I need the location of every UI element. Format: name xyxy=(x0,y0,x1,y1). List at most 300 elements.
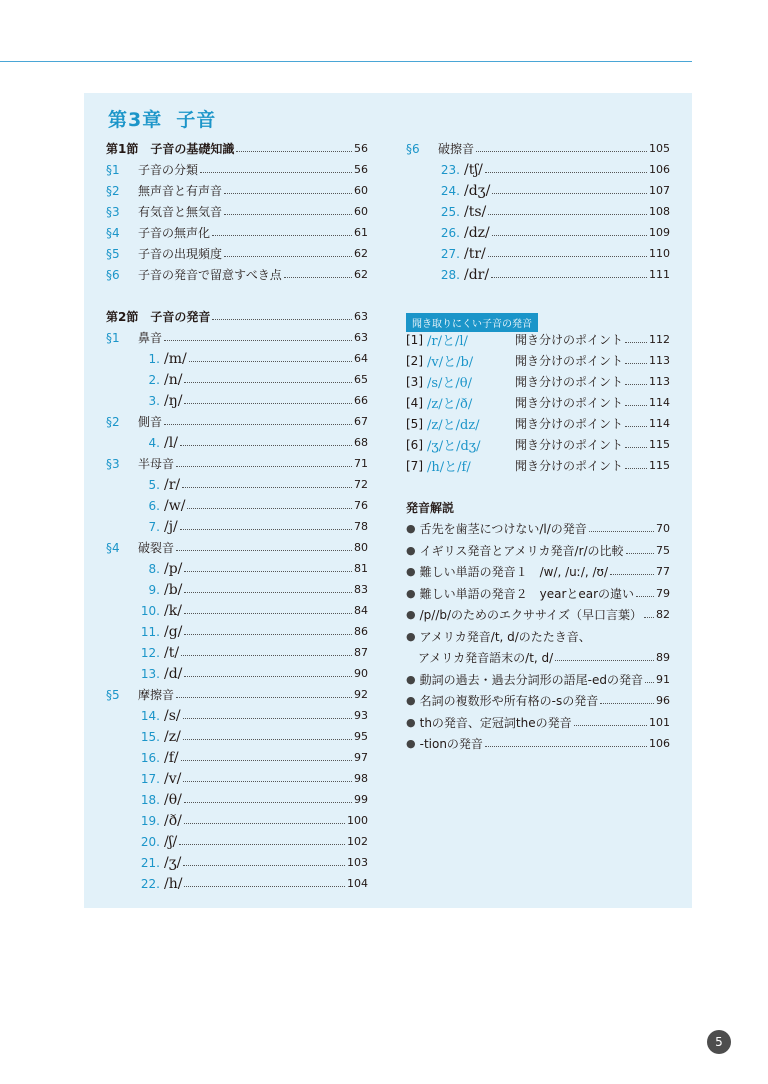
bullet-icon: ● xyxy=(406,694,416,707)
bullet-icon: ● xyxy=(406,672,416,686)
leader-dots xyxy=(625,468,647,469)
leader-dots xyxy=(189,361,352,362)
pair-symbols: /h/と/f/ xyxy=(427,460,471,475)
toc-row xyxy=(106,516,368,537)
page-ref: 68 xyxy=(354,436,368,449)
note-label: 動詞の過去・過去分詞形の語尾-edの発音 xyxy=(419,672,643,687)
item-number: 25. xyxy=(440,204,460,219)
toc-row xyxy=(106,453,368,474)
page-ref: 60 xyxy=(354,205,368,218)
toc-row xyxy=(106,306,368,327)
ipa-symbol: /s/ xyxy=(164,707,181,724)
page-ref: 100 xyxy=(347,814,368,827)
leader-dots xyxy=(181,655,352,656)
page-ref: 70 xyxy=(656,522,670,535)
leader-dots xyxy=(625,447,647,448)
leader-dots xyxy=(183,865,345,866)
note-row xyxy=(406,604,670,625)
section-label: 子音の無声化 xyxy=(138,226,211,240)
leader-dots xyxy=(187,508,352,509)
toc-row xyxy=(406,243,670,264)
leader-dots xyxy=(212,319,352,320)
top-rule xyxy=(0,61,692,62)
item-number: 9. xyxy=(148,582,160,597)
page-ref: 60 xyxy=(354,184,368,197)
pair-symbols: /r/と/l/ xyxy=(427,334,468,349)
page-ref: 114 xyxy=(649,396,670,409)
leader-dots xyxy=(184,592,352,593)
page-ref: 80 xyxy=(354,541,368,554)
page-ref: 82 xyxy=(656,608,670,621)
section-label: 半母音 xyxy=(138,457,175,471)
pair-tag: [3] xyxy=(406,374,423,389)
toc-row xyxy=(106,768,368,789)
leader-dots xyxy=(180,529,352,530)
toc-row xyxy=(106,537,368,558)
bullet-icon: ● xyxy=(406,608,416,621)
section-number: §2 xyxy=(106,183,120,198)
note-label: 名詞の複数形や所有格の-sの発音 xyxy=(419,694,599,708)
ipa-symbol: /t/ xyxy=(164,644,180,661)
ipa-symbol: /ts/ xyxy=(464,203,487,220)
toc-row xyxy=(406,264,670,285)
section-number: §1 xyxy=(106,162,120,177)
section-heading: 第2節 子音の発音 xyxy=(106,310,211,324)
page-ref: 103 xyxy=(347,856,368,869)
note-row xyxy=(406,712,670,733)
toc-row xyxy=(106,726,368,747)
item-number: 18. xyxy=(140,792,160,807)
toc-row xyxy=(106,390,368,411)
ipa-symbol: /ð/ xyxy=(164,812,182,829)
leader-dots xyxy=(625,405,647,406)
page-ref: 105 xyxy=(649,142,670,155)
page-ref: 76 xyxy=(354,499,368,512)
item-number: 19. xyxy=(140,813,160,828)
page-ref: 61 xyxy=(354,226,368,239)
leader-dots xyxy=(589,531,654,532)
toc-row xyxy=(106,369,368,390)
leader-dots xyxy=(224,256,352,257)
note-row xyxy=(406,626,670,647)
item-number: 15. xyxy=(140,729,160,744)
toc-row xyxy=(106,348,368,369)
leader-dots xyxy=(184,823,345,824)
note-label: アメリカ発音語末の/t, d/ xyxy=(418,651,554,665)
section-number: §1 xyxy=(106,330,120,345)
page-ref: 89 xyxy=(656,651,670,664)
page-ref: 65 xyxy=(354,373,368,386)
note-row xyxy=(406,690,670,711)
leader-dots xyxy=(574,725,647,726)
page-ref: 56 xyxy=(354,142,368,155)
item-number: 3. xyxy=(148,393,160,408)
note-label: /p//b/のためのエクササイズ（早口言葉） xyxy=(419,608,643,622)
leader-dots xyxy=(224,214,352,215)
pair-label: 聞き分けのポイント xyxy=(515,354,624,368)
toc-row xyxy=(106,852,368,873)
item-number: 11. xyxy=(140,624,160,639)
note-row xyxy=(406,540,670,561)
bullet-icon: ● xyxy=(406,543,416,557)
page-ref: 114 xyxy=(649,417,670,430)
page-ref: 83 xyxy=(354,583,368,596)
toc-row xyxy=(106,327,368,348)
leader-dots xyxy=(600,703,654,704)
item-number: 10. xyxy=(140,603,160,618)
leader-dots xyxy=(555,660,654,661)
page-ref: 113 xyxy=(649,354,670,367)
note-label: 難しい単語の発音１ /w/, /uː/, /ʊ/ xyxy=(419,565,609,579)
toc-row xyxy=(106,831,368,852)
section-label: 摩擦音 xyxy=(138,688,175,702)
page-ref: 115 xyxy=(649,438,670,451)
pair-row xyxy=(406,455,670,476)
page-ref: 66 xyxy=(354,394,368,407)
page-ref: 86 xyxy=(354,625,368,638)
page-ref: 112 xyxy=(649,333,670,346)
section-label: 子音の出現頻度 xyxy=(138,247,223,261)
page-ref: 113 xyxy=(649,375,670,388)
item-number: 5. xyxy=(148,477,160,492)
leader-dots xyxy=(626,553,654,554)
page-ref: 62 xyxy=(354,268,368,281)
ipa-symbol: /dz/ xyxy=(464,224,490,241)
note-row xyxy=(406,561,670,582)
pair-label: 聞き分けのポイント xyxy=(515,396,624,410)
pair-label: 聞き分けのポイント xyxy=(515,438,624,452)
bullet-icon: ● xyxy=(406,565,416,578)
ipa-symbol: /p/ xyxy=(164,560,183,577)
toc-row xyxy=(406,180,670,201)
page-ref: 102 xyxy=(347,835,368,848)
page-ref: 78 xyxy=(354,520,368,533)
page-ref: 101 xyxy=(649,715,670,729)
pair-tag: [6] xyxy=(406,437,423,452)
leader-dots xyxy=(645,682,654,683)
ipa-symbol: /w/ xyxy=(164,497,186,514)
toc-row xyxy=(406,159,670,180)
leader-dots xyxy=(224,193,352,194)
page-ref: 63 xyxy=(354,310,368,323)
leader-dots xyxy=(625,342,647,343)
pair-tag: [1] xyxy=(406,332,423,347)
page-ref: 63 xyxy=(354,331,368,344)
note-row xyxy=(406,583,670,604)
page-ref: 64 xyxy=(354,352,368,365)
leader-dots xyxy=(184,382,352,383)
leader-dots xyxy=(200,172,352,173)
section-number: §5 xyxy=(106,246,120,261)
leader-dots xyxy=(180,445,352,446)
ipa-symbol: /j/ xyxy=(164,518,178,535)
page-ref: 115 xyxy=(649,459,670,472)
leader-dots xyxy=(184,571,352,572)
item-number: 26. xyxy=(440,225,460,240)
toc-row xyxy=(106,600,368,621)
leader-dots xyxy=(625,363,647,364)
item-number: 24. xyxy=(440,183,460,198)
item-number: 1. xyxy=(148,351,160,366)
ipa-symbol: /g/ xyxy=(164,623,183,640)
ipa-symbol: /f/ xyxy=(164,749,179,766)
toc-row xyxy=(106,411,368,432)
toc-row xyxy=(106,663,368,684)
section-heading: 第1節 子音の基礎知識 xyxy=(106,142,235,156)
section-number: §5 xyxy=(106,687,120,702)
item-number: 17. xyxy=(140,771,160,786)
page-ref: 81 xyxy=(354,562,368,575)
note-row xyxy=(406,733,670,754)
page-ref: 84 xyxy=(354,604,368,617)
toc-row xyxy=(106,558,368,579)
toc-row xyxy=(106,873,368,894)
item-number: 23. xyxy=(440,162,460,177)
toc-row xyxy=(106,432,368,453)
item-number: 13. xyxy=(140,666,160,681)
note-row xyxy=(406,518,670,539)
page-ref: 96 xyxy=(656,694,670,707)
leader-dots xyxy=(182,487,352,488)
section-number: §6 xyxy=(406,141,420,156)
leader-dots xyxy=(183,718,352,719)
pair-symbols: /s/と/θ/ xyxy=(427,376,473,391)
leader-dots xyxy=(184,886,345,887)
ipa-symbol: /ʃ/ xyxy=(164,833,178,850)
chapter-name: 子音 xyxy=(176,109,217,131)
leader-dots xyxy=(184,634,352,635)
leader-dots xyxy=(179,844,345,845)
leader-dots xyxy=(625,384,647,385)
leader-dots xyxy=(183,739,352,740)
ipa-symbol: /r/ xyxy=(164,476,181,493)
leader-dots xyxy=(485,746,647,747)
ipa-symbol: /v/ xyxy=(164,770,182,787)
toc-row xyxy=(106,684,368,705)
ipa-symbol: /z/ xyxy=(164,728,181,745)
leader-dots xyxy=(625,426,647,427)
item-number: 27. xyxy=(440,246,460,261)
page-ref: 71 xyxy=(354,457,368,470)
section-number: §4 xyxy=(106,540,120,555)
toc-row xyxy=(106,264,368,285)
pair-row xyxy=(406,350,670,371)
leader-dots xyxy=(236,151,352,152)
leader-dots xyxy=(184,613,352,614)
note-label: 難しい単語の発音２ yearとearの違い xyxy=(419,586,635,601)
section-label: 有気音と無気音 xyxy=(138,205,223,219)
toc-row xyxy=(106,810,368,831)
page-ref: 110 xyxy=(649,247,670,260)
leader-dots xyxy=(176,466,352,467)
pair-label: 聞き分けのポイント xyxy=(515,375,624,389)
leader-dots xyxy=(610,574,654,575)
item-number: 4. xyxy=(148,435,160,450)
page-ref: 87 xyxy=(354,646,368,659)
leader-dots xyxy=(644,617,654,618)
page-number: 5 xyxy=(707,1030,731,1054)
toc-row xyxy=(106,138,368,159)
pair-tag: [5] xyxy=(406,416,423,431)
page-ref: 93 xyxy=(354,709,368,722)
chapter-title xyxy=(108,105,216,132)
section-band: 聞き取りにくい子音の発音 xyxy=(406,313,538,332)
note-label: -tionの発音 xyxy=(419,737,483,751)
ipa-symbol: /n/ xyxy=(164,371,183,388)
item-number: 6. xyxy=(148,498,160,513)
page-ref: 98 xyxy=(354,772,368,785)
leader-dots xyxy=(491,277,647,278)
toc-row xyxy=(106,201,368,222)
page-ref: 72 xyxy=(354,478,368,491)
ipa-symbol: /k/ xyxy=(164,602,182,619)
page-ref: 104 xyxy=(347,877,368,890)
pair-tag: [4] xyxy=(406,395,423,410)
page-ref: 77 xyxy=(656,565,670,578)
toc-row xyxy=(106,243,368,264)
note-label: thの発音、定冠詞theの発音 xyxy=(419,715,572,730)
page-ref: 107 xyxy=(649,184,670,197)
toc-row xyxy=(106,222,368,243)
toc-row xyxy=(406,222,670,243)
pair-symbols: /v/と/b/ xyxy=(427,355,474,370)
toc-row xyxy=(106,789,368,810)
item-number: 8. xyxy=(148,561,160,576)
leader-dots xyxy=(181,760,352,761)
section-label: 破擦音 xyxy=(438,142,475,156)
item-number: 22. xyxy=(140,876,160,891)
toc-row xyxy=(106,180,368,201)
pair-symbols: /z/と/dz/ xyxy=(427,418,480,433)
leader-dots xyxy=(184,403,352,404)
ipa-symbol: /m/ xyxy=(164,350,187,367)
page-ref: 75 xyxy=(656,543,670,557)
chapter-label: 第3章 xyxy=(108,109,163,131)
section-number: §2 xyxy=(106,414,120,429)
pair-label: 聞き分けのポイント xyxy=(515,333,624,347)
leader-dots xyxy=(184,802,352,803)
page-ref: 109 xyxy=(649,226,670,239)
note-row xyxy=(406,647,670,668)
pair-row xyxy=(406,413,670,434)
leader-dots xyxy=(164,424,352,425)
section-number: §3 xyxy=(106,204,120,219)
section-label: 破裂音 xyxy=(138,541,175,555)
note-label: 舌先を歯茎につけない/l/の発音 xyxy=(419,522,587,536)
leader-dots xyxy=(176,550,352,551)
page-ref: 92 xyxy=(354,688,368,701)
item-number: 20. xyxy=(140,834,160,849)
leader-dots xyxy=(476,151,647,152)
toc-row xyxy=(406,201,670,222)
item-number: 14. xyxy=(140,708,160,723)
toc-row xyxy=(106,747,368,768)
leader-dots xyxy=(164,340,352,341)
item-number: 7. xyxy=(148,519,160,534)
section-number: §3 xyxy=(106,456,120,471)
notes-heading: 発音解説 xyxy=(406,501,455,515)
bullet-icon: ● xyxy=(406,522,416,535)
toc-row xyxy=(106,474,368,495)
item-number: 16. xyxy=(140,750,160,765)
ipa-symbol: /tr/ xyxy=(464,245,486,262)
toc-row xyxy=(106,621,368,642)
page-ref: 97 xyxy=(354,751,368,764)
ipa-symbol: /dʒ/ xyxy=(464,182,491,199)
bullet-icon: ● xyxy=(406,586,416,600)
page-ref: 56 xyxy=(354,163,368,176)
bullet-icon: ● xyxy=(406,629,416,643)
leader-dots xyxy=(284,277,352,278)
pair-row xyxy=(406,392,670,413)
ipa-symbol: /d/ xyxy=(164,665,183,682)
bullet-icon: ● xyxy=(406,737,416,750)
section-label: 無声音と有声音 xyxy=(138,184,223,198)
page-ref: 111 xyxy=(649,268,670,281)
pair-tag: [7] xyxy=(406,458,423,473)
page-ref: 106 xyxy=(649,163,670,176)
note-row xyxy=(406,669,670,690)
bullet-icon: ● xyxy=(406,715,416,729)
section-label: 鼻音 xyxy=(138,331,163,345)
ipa-symbol: /ʒ/ xyxy=(164,854,182,871)
toc-row xyxy=(106,495,368,516)
page-ref: 91 xyxy=(656,672,670,686)
leader-dots xyxy=(636,596,654,597)
leader-dots xyxy=(176,697,352,698)
ipa-symbol: /dr/ xyxy=(464,266,490,283)
leader-dots xyxy=(212,235,352,236)
pair-row xyxy=(406,434,670,455)
pair-symbols: /z/と/ð/ xyxy=(427,397,473,412)
section-label: 子音の分類 xyxy=(138,163,199,177)
ipa-symbol: /l/ xyxy=(164,434,178,451)
page-ref: 106 xyxy=(649,737,670,750)
item-number: 21. xyxy=(140,855,160,870)
pair-label: 聞き分けのポイント xyxy=(515,417,624,431)
leader-dots xyxy=(488,256,647,257)
item-number: 12. xyxy=(140,645,160,660)
page-ref: 67 xyxy=(354,415,368,428)
toc-row xyxy=(106,579,368,600)
section-label: 側音 xyxy=(138,415,163,429)
note-label: イギリス発音とアメリカ発音/r/の比較 xyxy=(419,543,624,558)
toc-row xyxy=(406,138,670,159)
page-ref: 99 xyxy=(354,793,368,806)
leader-dots xyxy=(184,676,352,677)
leader-dots xyxy=(492,235,647,236)
section-number: §4 xyxy=(106,225,120,240)
ipa-symbol: /ŋ/ xyxy=(164,392,183,409)
page-ref: 62 xyxy=(354,247,368,260)
pair-label: 聞き分けのポイント xyxy=(515,459,624,473)
toc-row xyxy=(106,705,368,726)
note-label: アメリカ発音/t, d/のたたき音、 xyxy=(419,629,591,644)
pair-tag: [2] xyxy=(406,353,423,368)
section-number: §6 xyxy=(106,267,120,282)
page-ref: 79 xyxy=(656,586,670,600)
ipa-symbol: /h/ xyxy=(164,875,183,892)
ipa-symbol: /θ/ xyxy=(164,791,182,808)
pair-row xyxy=(406,371,670,392)
item-number: 28. xyxy=(440,267,460,282)
ipa-symbol: /b/ xyxy=(164,581,183,598)
item-number: 2. xyxy=(148,372,160,387)
toc-row xyxy=(106,642,368,663)
leader-dots xyxy=(492,193,647,194)
leader-dots xyxy=(485,172,647,173)
ipa-symbol: /tʃ/ xyxy=(464,161,483,178)
